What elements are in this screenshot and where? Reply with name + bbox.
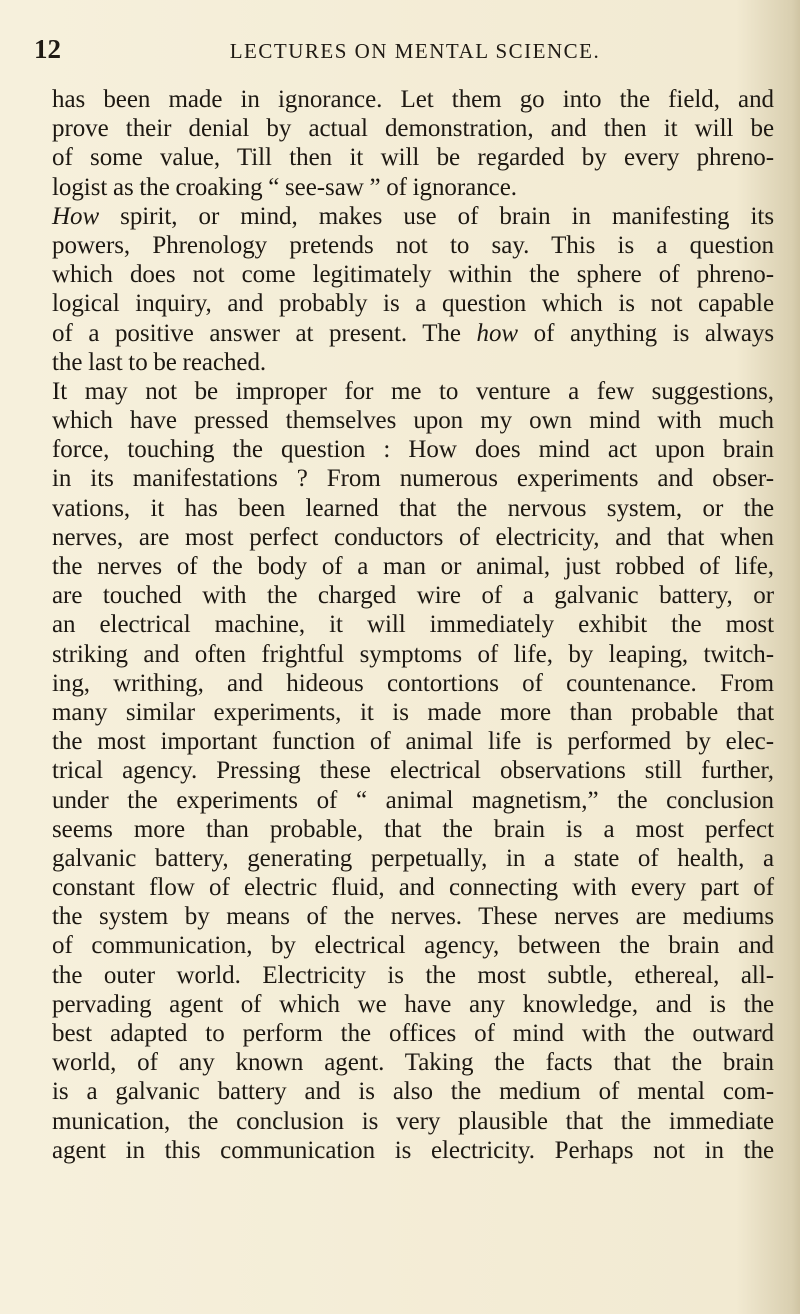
text-line: How spirit, or mind, makes use of brain in manifesting its bbox=[52, 202, 774, 230]
text-line: the last to be reached. bbox=[52, 348, 267, 376]
text-line: under the experiments of “ animal magnetism,” the conclusion bbox=[52, 786, 774, 814]
text-line: has been made in ignorance. Let them go into the field, and bbox=[52, 86, 774, 113]
text-line: the nerves of the body of a man or animal, just robbed of life, bbox=[52, 553, 774, 580]
text-line: logist as the croaking “ see-saw ” of ignorance. bbox=[52, 173, 517, 201]
text-line: the system by means of the nerves. These nerves are mediums bbox=[52, 903, 774, 931]
text-line: powers, Phrenology pretends not to say. This is a question bbox=[52, 231, 774, 259]
text-line: an electrical machine, it will immediately exhibit the most bbox=[52, 611, 774, 639]
text-line: It may not be improper for me to venture a few suggestions, bbox=[52, 377, 774, 405]
text-line: striking and often frightful symptoms of life, by leaping, twitch- bbox=[52, 640, 774, 668]
page-number: 12 bbox=[34, 34, 61, 64]
text-line: the most important function of animal life is performed by elec- bbox=[52, 728, 774, 756]
text-line: which have pressed themselves upon my own mind with much bbox=[52, 407, 774, 435]
text-line: many similar experiments, it is made more than probable that bbox=[52, 698, 774, 726]
running-head bbox=[0, 34, 800, 74]
text-line: munication, the conclusion is very plausible that the immediate bbox=[52, 1107, 774, 1135]
text-line: constant flow of electric fluid, and connecting with every part of bbox=[52, 874, 774, 902]
body-text bbox=[52, 85, 774, 1165]
running-title: LECTURES ON MENTAL SCIENCE. bbox=[229, 39, 601, 63]
text-line: vations, it has been learned that the nervous system, or the bbox=[52, 494, 774, 522]
text-line: of some value, Till then it will be regarded by every phreno- bbox=[52, 144, 774, 172]
text-line: best adapted to perform the offices of mind with the outward bbox=[52, 1020, 774, 1047]
text-line: galvanic battery, generating perpetually, in a state of health, a bbox=[52, 844, 774, 872]
text-line: logical inquiry, and probably is a question which is not capable bbox=[52, 290, 774, 318]
text-line: force, touching the question : How does mind act upon brain bbox=[52, 436, 774, 464]
text-line: of a positive answer at present. The how of anything is always bbox=[52, 319, 774, 347]
text-line: world, of any known agent. Taking the facts that the brain bbox=[52, 1049, 774, 1077]
text-line: seems more than probable, that the brain is a most perfect bbox=[52, 815, 774, 843]
text-line: pervading agent of which we have any knowledge, and is the bbox=[52, 990, 774, 1018]
text-line: nerves, are most perfect conductors of electricity, and that when bbox=[52, 523, 774, 551]
text-line: prove their denial by actual demonstration, and then it will be bbox=[52, 115, 774, 143]
text-line: trical agency. Pressing these electrical observations still further, bbox=[52, 757, 774, 785]
text-line: the outer world. Electricity is the most subtle, ethereal, all- bbox=[52, 961, 774, 989]
text-line: which does not come legitimately within the sphere of phreno- bbox=[52, 261, 774, 289]
text-line: are touched with the charged wire of a galvanic battery, or bbox=[52, 582, 774, 610]
text-line: is a galvanic battery and is also the medium of mental com- bbox=[52, 1078, 774, 1106]
text-line: ing, writhing, and hideous contortions of countenance. From bbox=[52, 669, 774, 697]
text-line: agent in this communication is electricity. Perhaps not in the bbox=[52, 1136, 774, 1164]
text-line: in its manifestations ? From numerous experiments and obser- bbox=[52, 465, 774, 493]
text-line: of communication, by electrical agency, between the brain and bbox=[52, 932, 774, 960]
